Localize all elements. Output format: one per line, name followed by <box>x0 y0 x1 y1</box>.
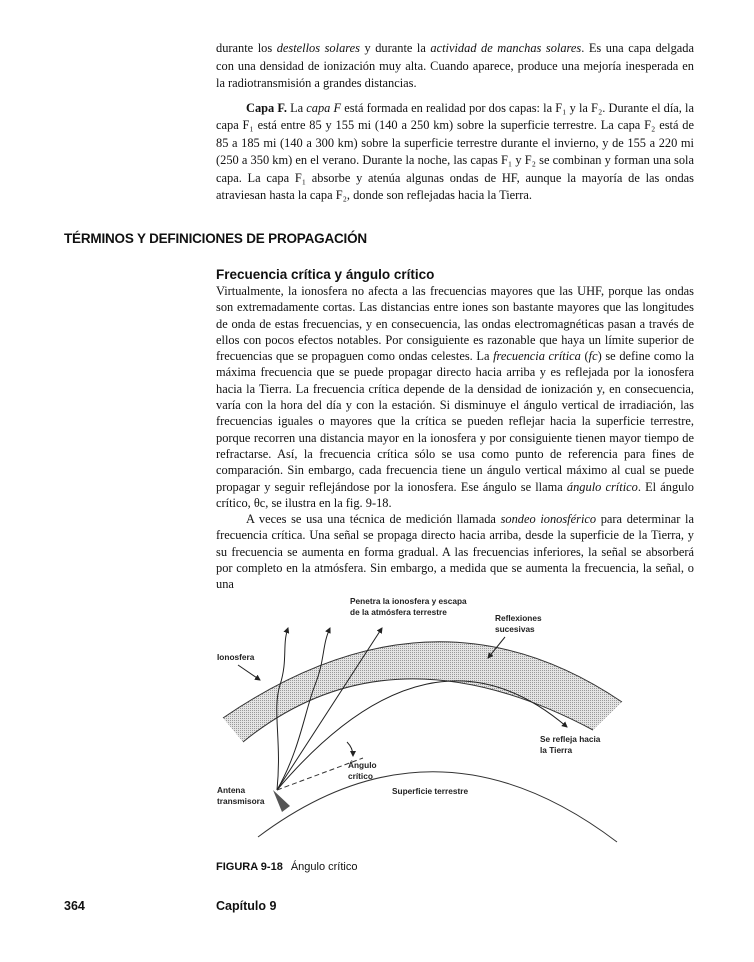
label-angulo: Ángulo <box>348 760 377 770</box>
italic-term: destellos solares <box>276 41 360 55</box>
pointer-ionosphere <box>238 665 260 680</box>
text: La <box>286 100 307 115</box>
main-text-block <box>216 266 694 593</box>
label-reflexiones: Reflexiones <box>495 613 542 623</box>
symbol: fc <box>588 349 598 364</box>
italic-term: actividad de manchas solares <box>430 41 582 55</box>
subsection-heading: Frecuencia crítica y ángulo crítico <box>216 267 435 282</box>
label-penetra-2: de la atmósfera terrestre <box>350 607 447 617</box>
text: para determinar la frecuencia crítica. Una señal se propaga directo hacia arriba, desde la superficie de la Tierra, y su frecuencia se aumenta en forma gradual. A las frecuencias inferiores, la señal se absorberá por completo en la atmósfera. Sin embargo, a medida que se aumenta la frecuencia, la señal, o una <box>216 512 694 592</box>
italic-term: frecuencia crítica <box>493 349 581 364</box>
antenna-tower <box>273 790 290 812</box>
label-ionosfera: Ionosfera <box>217 652 255 662</box>
figure-number: FIGURA 9-18 <box>216 861 283 873</box>
ionosphere-band <box>223 642 622 742</box>
text: . El ángulo crítico, θc, se ilustra en la fig. 9-18. <box>216 479 694 510</box>
section-heading: TÉRMINOS Y DEFINICIONES DE PROPAGACIÓN <box>64 231 367 246</box>
italic-term: ángulo crítico <box>566 479 638 494</box>
angle-arc <box>347 742 353 756</box>
paragraph-critical-frequency <box>216 283 694 511</box>
label-refleja-2: la Tierra <box>540 745 573 755</box>
label-reflexiones-2: sucesivas <box>495 624 535 634</box>
label-angulo-2: crítico <box>348 771 373 781</box>
italic-term: sondeo ionosférico <box>500 512 597 527</box>
text: y durante la <box>359 41 431 55</box>
chapter-label: Capítulo 9 <box>216 899 277 913</box>
paragraph-sondeo <box>216 511 694 592</box>
text: ) se define como la máxima frecuencia que se puede propagar directo hacia arriba y es reflejada por la ionosfera hacia la Tierra. La frecuencia crítica depende de la densidad de ionización y, en consecuencia, varía con la hora del día y con la estación. Si disminuye el ángulo vertical de irradiación, las frecuencias iguales o mayores que la crítica se pueden reflejar hacia la superficie terrestre, porque recorren una distancia mayor en la ionosfera y por consiguiente tienen mayor tiempo de refractarse. Así, la frecuencia crítica sólo se usa como punto de referencia para fines de comparación. Sin embargo, cada frecuencia tiene un ángulo vertical máximo al cual se puede propagar y seguir reflejándose por la ionosfera. Ese ángulo se llama <box>216 349 694 494</box>
text: Virtualmente, la ionosfera no afecta a las frecuencias mayores que las UHF, porque las ondas son extremadamente cortas. Las distancias entre iones son bastante mayores que las longitudes de onda de estas frecuencias, y en consecuencia, las ondas electromagnéticas pasan a través de ellos con pocos efectos notables. Por consiguiente es razonable que haya un límite superior de frecuencias que se propaguen como ondas celestes. La <box>216 284 694 364</box>
italic-term: capa F <box>306 100 342 115</box>
text: . Es una capa delgada con una densidad de ionización muy alta. Cuando aparece, produce una mejoría inesperada en la radiotransmisión a grandes distancias. <box>216 41 694 90</box>
figure-title: Ángulo crítico <box>290 861 358 873</box>
earth-surface <box>258 772 617 842</box>
text: ( <box>580 349 589 364</box>
figure-critical-angle <box>210 590 630 890</box>
text: está formada en realidad por dos capas: la F₁ y la F₂. Durante el día, la capa F₁ está entre 85 y 155 mi (140 a 250 km) sobre la superficie terrestre. La capa F₂ está de 85 a 185 mi (140 a 300 km) sobre la superficie terrestre durante el invierno, y de 155 a 220 mi (250 a 350 km) en el verano. Durante la noche, las capas F₁ y F₂ se combinan y forman una sola capa. La capa F₁ absorbe y atenúa algunas ondas de HF, aunque la mayoría de las ondas atraviesan hasta la capa F₂, donde son reflejadas hacia la Tierra. <box>216 100 694 202</box>
run-in-heading: Capa F. <box>246 100 287 115</box>
label-antena: Antena <box>217 785 246 795</box>
paragraph-capa-e-end <box>216 40 694 93</box>
text: A veces se usa una técnica de medición llamada <box>246 512 501 527</box>
label-refleja: Se refleja hacia <box>540 734 601 744</box>
text: durante los <box>216 41 277 55</box>
paragraph-capa-f <box>216 100 694 205</box>
figure-caption <box>216 861 357 873</box>
page-number: 364 <box>64 899 85 913</box>
label-antena-2: transmisora <box>217 796 265 806</box>
ray-reflected <box>277 681 567 790</box>
label-penetra: Penetra la ionosfera y escapa <box>350 596 467 606</box>
label-superficie: Superficie terrestre <box>392 786 469 796</box>
top-text-block <box>216 40 694 205</box>
